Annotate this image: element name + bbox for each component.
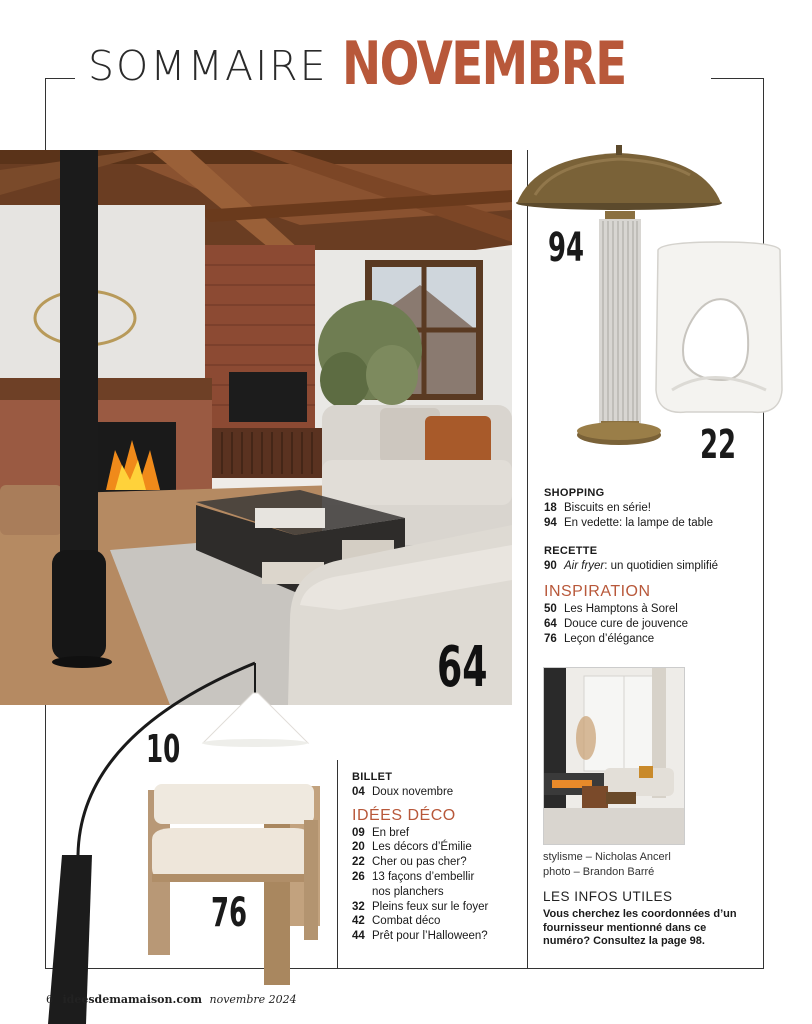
toc-entry-label: En vedette: la lampe de table — [564, 516, 713, 529]
folio-page-number: 6 — [46, 993, 53, 1006]
page-number-chair: 76 — [211, 890, 248, 936]
toc-entry[interactable] — [544, 501, 762, 516]
toc-entry[interactable] — [352, 914, 522, 929]
toc-page-number: 44 — [352, 930, 365, 943]
folio-issue-date: novembre 2024 — [209, 993, 297, 1006]
toc-entry[interactable] — [544, 602, 762, 617]
page-number-hero: 64 — [437, 635, 488, 700]
frame-line — [763, 78, 764, 968]
toc-entry-label — [564, 559, 718, 574]
page-number-floor-lamp: 10 — [146, 727, 181, 771]
toc-page-number: 20 — [352, 841, 365, 854]
page-title — [82, 29, 711, 130]
section-title-billet: BILLET — [352, 771, 393, 783]
toc-entry[interactable] — [544, 559, 762, 574]
toc-entry[interactable] — [352, 785, 522, 800]
toc-entry-label: Les décors d’Émilie — [372, 841, 472, 854]
armchair-image — [144, 780, 324, 990]
toc-page-number: 32 — [352, 900, 365, 913]
toc-entry-rest: : un quotidien simplifié — [604, 560, 719, 573]
toc-entry[interactable] — [352, 855, 522, 870]
toc-page-number: 22 — [352, 856, 365, 869]
toc-entry[interactable] — [544, 632, 762, 647]
toc-page-number: 90 — [544, 560, 557, 573]
toc-entry[interactable] — [544, 617, 762, 632]
toc-page-number: 64 — [544, 617, 557, 630]
hero-photo-living-room — [0, 150, 512, 705]
frame-line — [45, 78, 75, 79]
toc-entry-label: nos planchers — [372, 885, 444, 898]
credit-styling: stylisme – Nicholas Ancerl — [543, 851, 671, 863]
toc-page-number: 09 — [352, 826, 365, 839]
section-title-idees-deco: IDÉES DÉCO — [352, 806, 456, 824]
section-title-inspiration: INSPIRATION — [544, 582, 651, 600]
toc-entry[interactable] — [352, 900, 522, 915]
toc-entry[interactable] — [544, 516, 762, 531]
title-sommaire: SOMMAIRE — [88, 42, 328, 90]
toc-entry[interactable] — [352, 870, 522, 885]
useful-info-text: Vous cherchez les coordonnées d’un fournisseur mentionné dans ce numéro? Consultez la page 98. — [543, 908, 737, 947]
toc-entry-continuation — [352, 885, 522, 900]
toc-page-number: 94 — [544, 516, 557, 529]
column-divider — [337, 760, 338, 968]
toc-entry-label: 13 façons d’embellir — [372, 870, 475, 883]
folio-website[interactable]: ideesdemamaison.com — [62, 993, 202, 1006]
toc-entry[interactable] — [352, 840, 522, 855]
toc-page-number: 18 — [544, 501, 557, 514]
page-number-stool: 22 — [700, 422, 737, 468]
toc-entry-italic: Air fryer — [564, 560, 605, 573]
toc-entry-label: Combat déco — [372, 915, 441, 928]
toc-page-number: 50 — [544, 602, 557, 615]
interior-thumbnail-photo — [543, 667, 685, 845]
page-folio — [46, 993, 297, 1006]
toc-page-number: 26 — [352, 870, 365, 883]
section-title-recette: RECETTE — [544, 545, 598, 558]
section-title-shopping: SHOPPING — [544, 487, 605, 499]
toc-entry-label: Prêt pour l’Halloween? — [372, 930, 488, 943]
toc-entry-label: Pleins feux sur le foyer — [372, 900, 489, 913]
toc-entry-label: Biscuits en série! — [564, 501, 651, 514]
frame-line — [45, 78, 46, 150]
toc-entry-label: Doux novembre — [372, 785, 454, 798]
stool-image — [652, 240, 786, 420]
toc-page-number: 76 — [544, 632, 557, 645]
toc-entry-label: Leçon d’élégance — [564, 632, 655, 645]
page-number-table-lamp: 94 — [548, 225, 585, 271]
toc-entry-label: En bref — [372, 826, 410, 839]
title-month: NOVEMBRE — [341, 29, 626, 99]
toc-page-number: 04 — [352, 785, 365, 798]
useful-info-title: LES INFOS UTILES — [543, 889, 673, 904]
toc-entry-label: Cher ou pas cher? — [372, 856, 467, 869]
toc-entry-label: Les Hamptons à Sorel — [564, 602, 678, 615]
toc-page-number: 42 — [352, 915, 365, 928]
toc-right-column — [544, 486, 762, 646]
photo-credits — [543, 850, 671, 879]
toc-entry[interactable] — [352, 826, 522, 841]
credit-photo: photo – Brandon Barré — [543, 865, 655, 878]
toc-entry[interactable] — [352, 929, 522, 944]
toc-entry-label: Douce cure de jouvence — [564, 617, 689, 630]
toc-middle-column — [352, 770, 522, 944]
useful-info-box — [543, 889, 753, 949]
